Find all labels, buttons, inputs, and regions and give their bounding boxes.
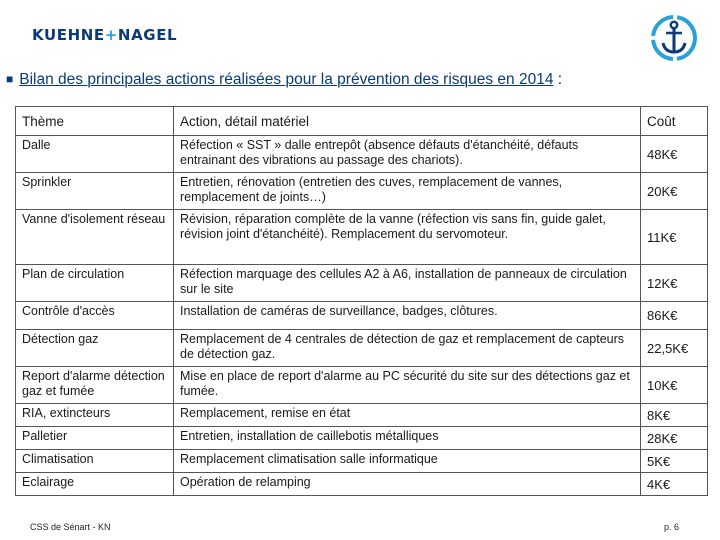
heading-bullet: ■ <box>6 72 14 86</box>
actions-table <box>15 106 708 496</box>
action-cell: Installation de caméras de surveillance, badges, clôtures. <box>174 302 641 330</box>
theme-cell: Vanne d'isolement réseau <box>16 210 174 265</box>
logo-text-left: KUEHNE <box>32 26 105 44</box>
theme-cell: Eclairage <box>16 473 174 496</box>
cost-cell: 48K€ <box>641 136 708 173</box>
cost-cell: 12K€ <box>641 265 708 302</box>
cost-cell: 10K€ <box>641 367 708 404</box>
table-row <box>16 136 708 173</box>
theme-cell: Contrôle d'accès <box>16 302 174 330</box>
table-row <box>16 173 708 210</box>
logo-text-right: NAGEL <box>117 26 178 44</box>
table-row <box>16 404 708 427</box>
action-cell: Réfection marquage des cellules A2 à A6, installation de panneaux de circulation sur le site <box>174 265 641 302</box>
logo-plus: + <box>104 26 118 44</box>
theme-cell: Palletier <box>16 427 174 450</box>
cost-cell: 28K€ <box>641 427 708 450</box>
action-cell: Réfection « SST » dalle entrepôt (absence défauts d'étanchéité, défauts entrainant des vibrations au passage des chariots). <box>174 136 641 173</box>
footer-source: CSS de Sénart - KN <box>30 522 111 532</box>
theme-cell: Plan de circulation <box>16 265 174 302</box>
cost-cell: 22,5K€ <box>641 330 708 367</box>
action-cell: Remplacement de 4 centrales de détection de gaz et remplacement de capteurs de détection gaz. <box>174 330 641 367</box>
table-row <box>16 427 708 450</box>
cost-cell: 8K€ <box>641 404 708 427</box>
theme-cell: Détection gaz <box>16 330 174 367</box>
page-number: p. 6 <box>664 522 680 532</box>
table-row <box>16 302 708 330</box>
action-cell: Opération de relamping <box>174 473 641 496</box>
header-action: Action, détail matériel <box>174 107 641 136</box>
action-cell: Remplacement, remise en état <box>174 404 641 427</box>
table-row <box>16 330 708 367</box>
company-logo <box>32 26 177 44</box>
action-cell: Entretien, installation de caillebotis métalliques <box>174 427 641 450</box>
section-heading <box>6 71 562 89</box>
cost-cell: 86K€ <box>641 302 708 330</box>
theme-cell: RIA, extincteurs <box>16 404 174 427</box>
table-row <box>16 210 708 265</box>
action-cell: Mise en place de report d'alarme au PC sécurité du site sur des détections gaz et fumée. <box>174 367 641 404</box>
action-cell: Entretien, rénovation (entretien des cuves, remplacement de vannes, remplacement de joints…) <box>174 173 641 210</box>
header-theme: Thème <box>16 107 174 136</box>
cost-cell: 4K€ <box>641 473 708 496</box>
theme-cell: Dalle <box>16 136 174 173</box>
table-row <box>16 367 708 404</box>
action-cell: Révision, réparation complète de la vanne (réfection vis sans fin, guide galet, révision joint d'étanchéité). Remplacement du servomoteur. <box>174 210 641 265</box>
table-row <box>16 450 708 473</box>
cost-cell: 20K€ <box>641 173 708 210</box>
theme-cell: Sprinkler <box>16 173 174 210</box>
theme-cell: Report d'alarme détection gaz et fumée <box>16 367 174 404</box>
anchor-logo-icon <box>651 15 697 61</box>
table-header-row <box>16 107 708 136</box>
header-cost: Coût <box>641 107 708 136</box>
table-row <box>16 473 708 496</box>
heading-suffix: : <box>553 71 563 88</box>
heading-title: Bilan des principales actions réalisées pour la prévention des risques en 2014 <box>19 71 554 88</box>
action-cell: Remplacement climatisation salle informatique <box>174 450 641 473</box>
cost-cell: 11K€ <box>641 210 708 265</box>
theme-cell: Climatisation <box>16 450 174 473</box>
cost-cell: 5K€ <box>641 450 708 473</box>
table-row <box>16 265 708 302</box>
